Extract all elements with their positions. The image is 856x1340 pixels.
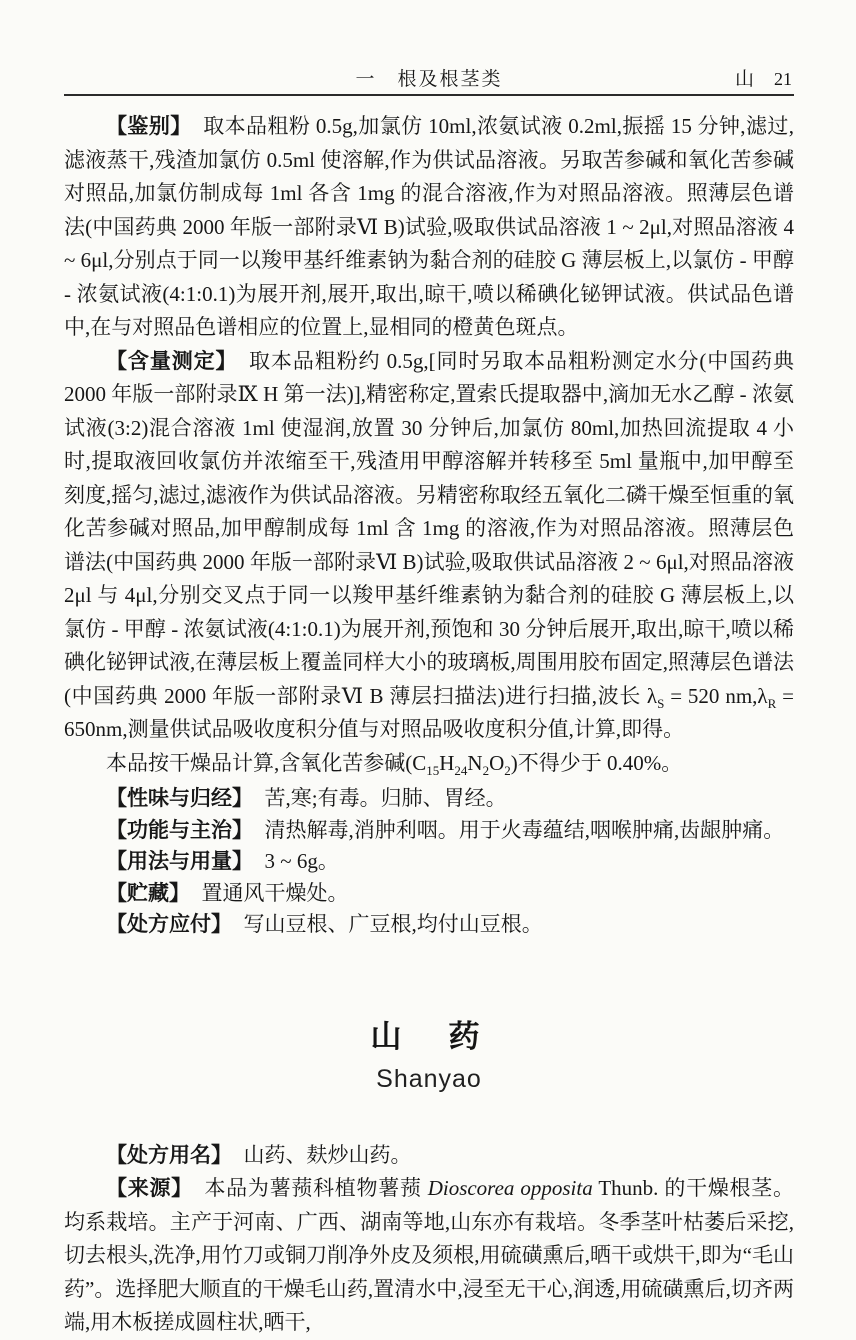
source-text-before-latin: 本品为薯蓣科植物薯蓣 <box>204 1176 428 1200</box>
prescription-names-item <box>64 1140 794 1172</box>
header-rule <box>64 94 794 96</box>
formula-subscript-24: 24 <box>454 762 468 778</box>
assay-result-paragraph <box>64 747 794 781</box>
assay-result-text-3: N <box>467 750 483 775</box>
lambda-s-subscript: S <box>657 695 665 711</box>
entry-title-chinese: 山 药 <box>370 1018 488 1054</box>
page-group-char: 山 <box>734 69 754 90</box>
properties-label: 【性味与归经】 <box>106 787 253 810</box>
dispensing-item <box>64 909 794 941</box>
assay-text-1: 取本品粗粉约 0.5g,[同时另取本品粗粉测定水分(中国药典 2000 年版一部附录Ⅸ H 第一法)],精密称定,置索氏提取器中,滴加无水乙醇 - 浓氨试液(3:2)混合溶液 1ml 使湿润,放置 30 分钟后,加氯仿 80ml,加热回流提取 4 小时,提取液回收氯仿并浓缩至干,残渣用甲醇溶解并转移至 5ml 量瓶中,加甲醇至刻度,摇匀,滤过,滤液作为供试品溶液。另精密称取经五氧化二磷干燥至恒重的氧化苦参碱对照品,加甲醇制成每 1ml 含 1mg 的溶液,作为对照品溶液。照薄层色谱法(中国药典 2000 年版一部附录Ⅵ B)试验,吸取供试品溶液 2 ~ 6μl,对照品溶液 2μl 与 4μl,分别交叉点于同一以羧甲基纤维素钠为黏合剂的硅胶 G 薄层板上,以氯仿 - 甲醇 - 浓氨试液(4:1:0.1)为展开剂,预饱和 30 分钟后展开,取出,晾干,喷以稀碘化铋钾试液,在薄层板上覆盖同样大小的玻璃板,周围用胶布固定,照薄层色谱法(中国药典 2000 年版一部附录Ⅵ B 薄层扫描法)进行扫描,波长 λ <box>64 348 795 708</box>
source-label: 【来源】 <box>106 1177 193 1200</box>
dosage-label: 【用法与用量】 <box>106 850 253 873</box>
entry-title-block <box>64 1011 794 1094</box>
assay-result-text-4: O <box>489 750 505 775</box>
properties-item <box>64 783 794 815</box>
formula-subscript-n2: 2 <box>482 762 490 778</box>
entry-title-pinyin: Shanyao <box>376 1064 482 1093</box>
entry-shanyao <box>64 1140 794 1340</box>
identification-text: 取本品粗粉 0.5g,加氯仿 10ml,浓氨试液 0.2ml,振摇 15 分钟,滤过,滤液蒸干,残渣加氯仿 0.5ml 使溶解,作为供试品溶液。另取苦参碱和氧化苦参碱对照品,加氯仿制成每 1ml 各含 1mg 的混合溶液,作为对照品溶液。照薄层色谱法(中国药典 2000 年版一部附录Ⅵ B)试验,吸取供试品溶液 1 ~ 2μl,对照品溶液 4 ~ 6μl,分别点于同一以羧甲基纤维素钠为黏合剂的硅胶 G 薄层板上,以氯仿 - 甲醇 - 浓氨试液(4:1:0.1)为展开剂,展开,取出,晾干,喷以稀碘化铋钾试液。供试品色谱中,在与对照品色谱相应的位置上,显相同的橙黄色斑点。 <box>64 114 795 339</box>
source-paragraph <box>64 1172 794 1340</box>
labeled-items <box>64 783 794 941</box>
assay-result-text-1: 本品按干燥品计算,含氧化苦参碱(C <box>106 750 427 775</box>
assay-paragraph <box>64 345 794 747</box>
assay-result-text-5: )不得少于 0.40%。 <box>510 750 683 775</box>
running-header <box>64 64 794 90</box>
section-title: 一 根及根茎类 <box>355 69 503 90</box>
identification-paragraph <box>64 110 794 345</box>
prescription-names-label: 【处方用名】 <box>106 1143 232 1167</box>
properties-text: 苦,寒;有毒。归肺、胃经。 <box>264 786 507 810</box>
latin-botanical-name: Dioscorea opposita <box>427 1176 593 1200</box>
dosage-item <box>64 846 794 878</box>
assay-text-2: = 520 nm,λ <box>664 683 768 708</box>
functions-label: 【功能与主治】 <box>106 818 253 842</box>
assay-label: 【含量测定】 <box>106 349 238 373</box>
entry-shandougen-tail <box>64 110 794 941</box>
dispensing-text: 写山豆根、广豆根,均付山豆根。 <box>243 912 543 936</box>
assay-result-text-2: H <box>439 750 455 775</box>
functions-text: 清热解毒,消肿利咽。用于火毒蕴结,咽喉肿痛,齿龈肿痛。 <box>264 817 785 842</box>
dosage-text: 3 ~ 6g。 <box>264 849 339 873</box>
storage-text: 置通风干燥处。 <box>201 880 349 905</box>
lambda-r-subscript: R <box>767 695 777 711</box>
assay-text-3: = 650nm,测量供试品吸收度积分值与对照品吸收度积分值,计算,即得。 <box>64 683 795 741</box>
dispensing-label: 【处方应付】 <box>106 913 232 936</box>
page-indicator <box>735 64 792 91</box>
storage-label: 【贮藏】 <box>106 881 190 905</box>
prescription-names-text: 山药、麸炒山药。 <box>243 1142 412 1167</box>
formula-subscript-15: 15 <box>426 762 440 778</box>
page-number: 21 <box>774 69 792 89</box>
functions-item <box>64 815 794 847</box>
source-text-after-latin: Thunb. 的干燥根茎。均系栽培。主产于河南、广西、湖南等地,山东亦有栽培。冬季茎叶枯萎后采挖,切去根头,洗净,用竹刀或铜刀削净外皮及须根,用硫磺熏后,晒干或烘干,即为“毛山药”。选择肥大顺直的干燥毛山药,置清水中,浸至无干心,润透,用硫磺熏后,切齐两端,用木板搓成圆柱状,晒干, <box>64 1176 794 1334</box>
formula-subscript-o2: 2 <box>504 762 511 778</box>
storage-item <box>64 878 794 910</box>
identification-label: 【鉴别】 <box>106 115 192 138</box>
